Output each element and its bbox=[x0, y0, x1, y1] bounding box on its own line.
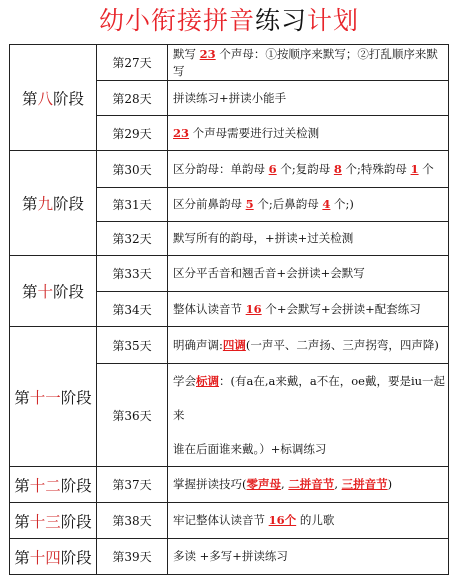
day-cell: 第34天 bbox=[97, 292, 168, 327]
content-cell: 牢记整体认读音节 16个 的儿歌 bbox=[168, 503, 449, 539]
plan-table bbox=[9, 44, 449, 575]
day-cell: 第37天 bbox=[97, 467, 168, 503]
day-cell: 第35天 bbox=[97, 327, 168, 364]
day-cell: 第28天 bbox=[97, 81, 168, 116]
stage-label: 第十三阶段 bbox=[10, 503, 97, 539]
stage-label: 第十二阶段 bbox=[10, 467, 97, 503]
stage-label: 第十阶段 bbox=[10, 256, 97, 327]
page-title: 幼小衔接拼音练习计划 bbox=[98, 6, 360, 35]
content-cell: 掌握拼读技巧(零声母, 二拼音节, 三拼音节) bbox=[168, 467, 449, 503]
content-cell: 默写所有的韵母，+拼读+过关检测 bbox=[168, 222, 449, 256]
day-cell: 第36天 bbox=[97, 364, 168, 467]
day-cell: 第30天 bbox=[97, 151, 168, 188]
day-cell: 第31天 bbox=[97, 188, 168, 222]
day-cell: 第39天 bbox=[97, 539, 168, 575]
content-cell: 整体认读音节 16 个+会默写+会拼读+配套练习 bbox=[168, 292, 449, 327]
content-cell: 学会标调：(有a在,a来戴，a不在，oe戴，要是iu一起来 谁在后面谁来戴。）+标调练习 bbox=[168, 364, 449, 467]
content-cell: 23 个声母需要进行过关检测 bbox=[168, 116, 449, 151]
content-cell: 多读 +多写+拼读练习 bbox=[168, 539, 449, 575]
day-cell: 第27天 bbox=[97, 45, 168, 81]
content-cell: 默写 23 个声母：①按顺序来默写；②打乱顺序来默写 bbox=[168, 45, 449, 81]
content-cell: 拼读练习+拼读小能手 bbox=[168, 81, 449, 116]
stage-label: 第十四阶段 bbox=[10, 539, 97, 575]
day-cell: 第32天 bbox=[97, 222, 168, 256]
content-cell: 明确声调:四调(一声平、二声扬、三声拐弯，四声降) bbox=[168, 327, 449, 364]
stage-label: 第八阶段 bbox=[10, 45, 97, 151]
content-cell: 区分前鼻韵母 5 个;后鼻韵母 4 个;) bbox=[168, 188, 449, 222]
stage-label: 第十一阶段 bbox=[10, 327, 97, 467]
day-cell: 第29天 bbox=[97, 116, 168, 151]
day-cell: 第33天 bbox=[97, 256, 168, 292]
content-cell: 区分韵母：单韵母 6 个;复韵母 8 个;特殊韵母 1 个 bbox=[168, 151, 449, 188]
day-cell: 第38天 bbox=[97, 503, 168, 539]
stage-label: 第九阶段 bbox=[10, 151, 97, 256]
content-cell: 区分平舌音和翘舌音+会拼读+会默写 bbox=[168, 256, 449, 292]
